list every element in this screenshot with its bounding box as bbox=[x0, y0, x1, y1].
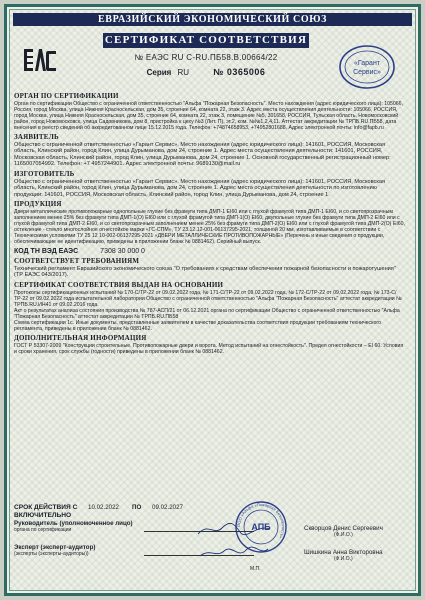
stamp-line1: «Гарант bbox=[353, 60, 381, 67]
basis-text-2: Акт о результатах анализа состояния производства № 787-АСП/21 от 06.12.2021 органа по сертификации Общество с ограниченной ответственностью "Альфа "Пожарная Безопасность" аттестат аккредитации № ТРПБ.RU.ПБ58 bbox=[14, 307, 400, 320]
validity-inclusive: ВКЛЮЧИТЕЛЬНО bbox=[14, 512, 72, 519]
stamp-line2: Сервис» bbox=[353, 69, 381, 76]
head-role bbox=[14, 520, 134, 533]
seal-center-text: АПБ bbox=[251, 522, 271, 532]
tn-ved-label: КОД ТН ВЭД ЕАЭС bbox=[14, 247, 79, 255]
expert-signature-row bbox=[14, 544, 406, 568]
serial-label: Серия bbox=[146, 68, 172, 77]
serial-number: № 0365006 bbox=[213, 67, 266, 77]
head-name-label: Скворцов Денис Сергеевич bbox=[304, 525, 383, 532]
expert-role-label: Эксперт (эксперт-аудитор) bbox=[14, 544, 96, 551]
organ-heading: ОРГАН ПО СЕРТИФИКАЦИИ bbox=[14, 92, 119, 100]
extra-info-heading: ДОПОЛНИТЕЛЬНАЯ ИНФОРМАЦИЯ bbox=[14, 334, 147, 343]
tn-ved-value: 7308 30 000 0 bbox=[100, 247, 145, 255]
basis-heading: СЕРТИФИКАТ СООТВЕТСТВИЯ ВЫДАН НА ОСНОВАНИИ bbox=[14, 280, 224, 289]
serial-country: RU bbox=[177, 68, 190, 77]
maker-text: Общество с ограниченной ответственностью «Гарант Сервис». Место нахождения (адрес юридического лица): 141601, РОССИЯ, Московская область, Клинский район, город Клин, улица Дурыманова, дом 24, строение 1. Адрес места осуществления деятельности по изготовлению продукции: 141601, РОССИЯ, Московская область, Клинский район, город Клин, улица Дурыманова, дом 24, строение 1. bbox=[14, 178, 386, 198]
tn-ved-row bbox=[14, 249, 406, 256]
head-signature-icon bbox=[194, 520, 274, 538]
head-signature-row bbox=[14, 520, 406, 544]
basis-text-3: Схема сертификации 1с. Иные документы, представленные заявителем в качестве доказательства соответствия продукции требованиям технического регламента, приведены в приложении бланк № 0881462. bbox=[14, 320, 382, 333]
applicant-heading: ЗАЯВИТЕЛЬ bbox=[14, 133, 59, 142]
expert-role-sub: (эксперты (эксперты-аудиторы)) bbox=[14, 551, 89, 557]
mp-mark: М.П. bbox=[250, 566, 261, 572]
eac-logo-icon bbox=[23, 47, 57, 73]
product-text: Двери металлические противопожарные однопольные глухие без фрамуги типа ДМП-1 EI60 или с глухой фрамугой типа ДМП-1 EI60, и со светопрозрачным заполнением менее 25% без фрамуги типа ДМП-1(O) EI60 или с глухой фрамугой типа ДМП-1(O) EI60, двупольные глухие без фрамуги типа ДМП-2 EI60 или с глухой фрамугой типа ДМП-2 EI60, и со светопрозрачным заполнением менее 25% без фрамуги типа ДМП-2(O) EI60 или с глухой фрамугой типа ДМП-2(O) EI60, остекление - стекло многослойное огнестойкое марки «ГС-СПМ», ТУ 23.12.12-001-06137295-2021, толщиной 20 мм, изготавливаемые в соответствии с Техническими условиями ТУ 25 12 10-002-06137295-2021 «ДВЕРИ МЕТАЛЛИЧЕСКИЕ ПРОТИВОПОЖАРНЫЕ» (Перечень и иные сведения о продукции, обеспечивающие ее идентификацию, приведены в приложении бланк № 0881462). Серийный выпуск. bbox=[14, 209, 405, 246]
serial-row bbox=[103, 67, 309, 77]
expert-name bbox=[304, 549, 383, 562]
maker-heading: ИЗГОТОВИТЕЛЬ bbox=[14, 170, 75, 179]
organ-text: Орган по сертификации Общество с ограниченной ответственностью "Альфа "Пожарная Безопасность". Место нахождения (адрес юридического лица): 105066, Россия, город Москва, улица Нижняя Красносельская, дом 35, строение 64, комната 22, этаж 3. Адрес места осуществления деятельности: 105066, РОССИЯ, город Москва, улица Нижняя Красносельская, дом 35, строение 64, комната 22, этаж 3, помещение №5, 301658, РОССИЯ, Тульская область, Новомосковский район, город Новомосковск, улица Садовникова, дом 8, пристройка к цеху №3 (Лит. П), эт.2, ком. №№1,2,4,11. Аттестат аккредитации № ТРПБ.RU.ПБ58, дата внесения в реестр сведений об аккредитованном лице 15.12.2015 года. Телефон: +74874658953, +74952801688. Адрес электронной почты: info@fapb.ru bbox=[14, 100, 403, 131]
garant-service-stamp bbox=[337, 43, 397, 91]
head-name bbox=[304, 525, 383, 538]
head-role-sub: органа по сертификации bbox=[14, 527, 72, 533]
validity-label: СРОК ДЕЙСТВИЯ С bbox=[14, 504, 78, 511]
validity-po: ПО bbox=[132, 504, 142, 511]
expert-role bbox=[14, 544, 134, 557]
validity-from: 10.02.2022 bbox=[88, 504, 119, 511]
validity-row bbox=[14, 504, 406, 519]
expert-name-label: Шишкина Анна Викторовна bbox=[304, 549, 383, 556]
basis-text-1: Протоколы сертификационных испытаний № 170-С/ТР-22 от 09.02.2022 года, № 171-С/ТР-22 от 09.02.2022 года, № 172-С/ТР-22 от 09.02.2022 года, № 173-С/ТР-22 от 09.02.2022 года испытательной лаборатории Общество с ограниченной ответственностью "Альфа "Пожарная Безопасность" аттестат аккредитации № ТРПБ.RU.ИН41 от 09.02.2016 года. bbox=[14, 289, 402, 308]
extra-info-text: ГОСТ Р 53307-2009 "Конструкции строительные. Противопожарные двери и ворота. Метод испытаний на огнестойкость". Предел огнестойкости – EI 60. Условия и сроки хранения, срок службы (годности) приведены в приложении бланк № 0881462. bbox=[14, 342, 404, 355]
expert-signature-icon bbox=[194, 544, 274, 562]
product-heading: ПРОДУКЦИЯ bbox=[14, 200, 62, 209]
expert-name-sub: (Ф.И.О.) bbox=[333, 556, 353, 562]
head-name-sub: (Ф.И.О.) bbox=[334, 532, 353, 538]
validity-to: 09.02.2027 bbox=[152, 504, 183, 511]
eaeu-banner: ЕВРАЗИЙСКИЙ ЭКОНОМИЧЕСКИЙ СОЮЗ bbox=[13, 13, 412, 26]
certificate-title: СЕРТИФИКАТ СООТВЕТСТВИЯ bbox=[104, 34, 308, 46]
certificate-body bbox=[14, 90, 406, 355]
certificate-number: № ЕАЭС RU C-RU.ПБ58.В.00664/22 bbox=[134, 53, 278, 62]
seal-ring-text: ООО «Альфа «Пожарная Безопасность» bbox=[235, 501, 287, 540]
applicant-text: Общество с ограниченной ответственностью «Гарант Сервис». Место нахождения (адрес юридического лица): 141601, РОССИЯ, Московская область, Клинский район, город Клин, улица Дурыманова, дом 24, строение 1. Адрес места осуществления деятельности: 141601, РОССИЯ, Московская область, Клинский район, город Клин, улица Дурыманова, дом 24, строение 1. Основной государственный регистрационный номер: 1165007054992. Телефон: +7 4957244901. Адрес электронной почты: 9689130@mail.ru bbox=[14, 141, 391, 168]
requirements-text: Технический регламент Евразийского экономического союза "О требованиях к средствам обеспечения пожарной безопасности и пожаротушения" (ТР ЕАЭС 043/2017). bbox=[14, 265, 396, 279]
requirements-heading: СООТВЕТСТВУЕТ ТРЕБОВАНИЯМ bbox=[14, 257, 140, 266]
signature-block bbox=[14, 520, 406, 568]
head-role-label: Руководитель (уполномоченное лицо) bbox=[14, 520, 133, 527]
